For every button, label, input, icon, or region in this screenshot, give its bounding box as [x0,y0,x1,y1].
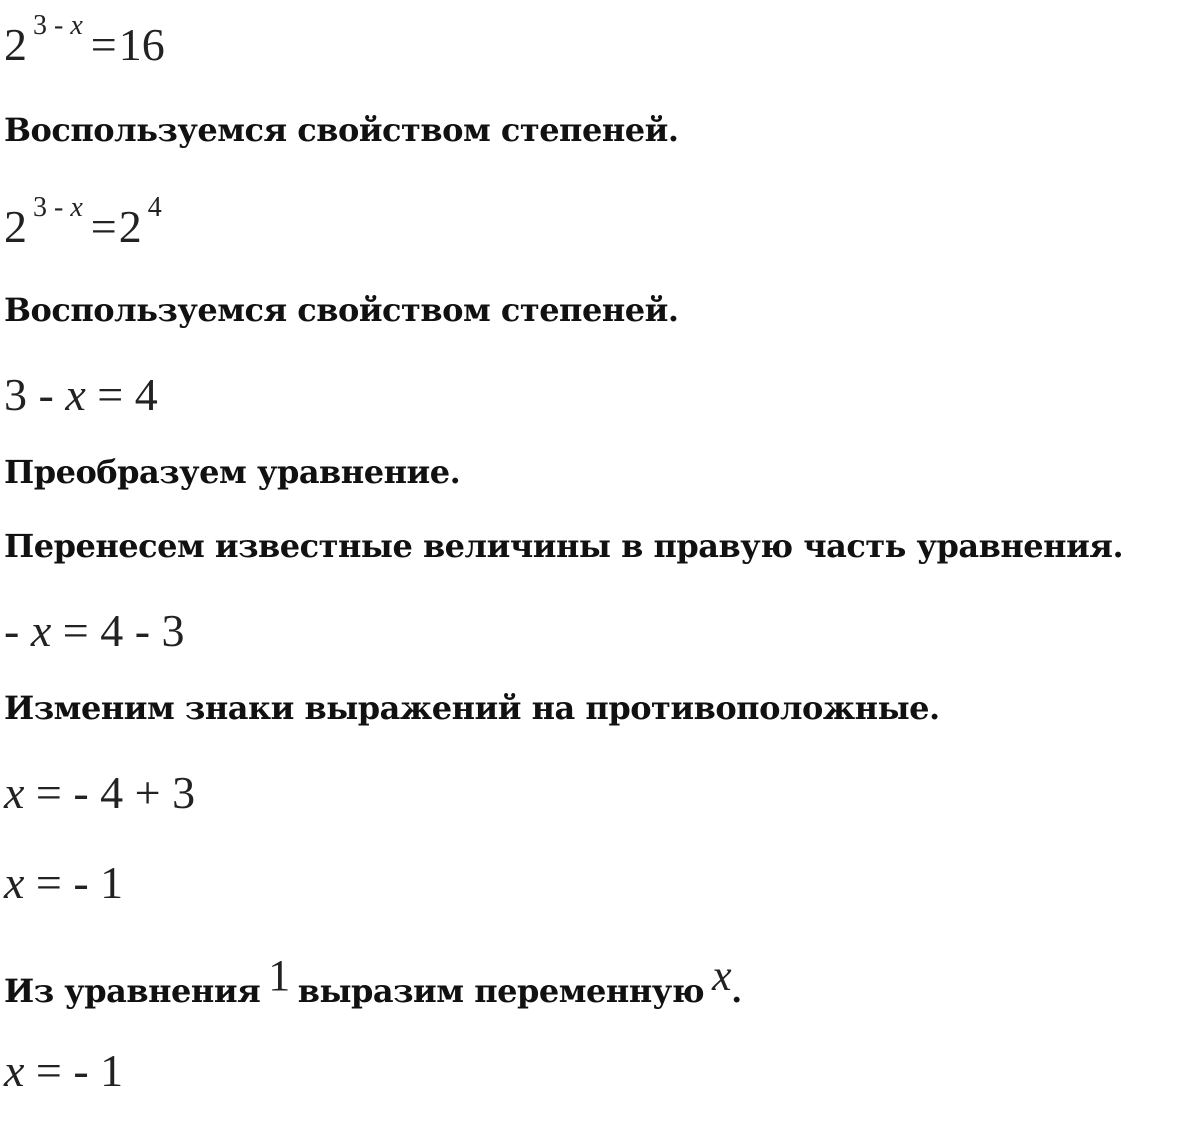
equation-6: x = - 1 [4,857,124,908]
exponent: 3 - x [33,10,83,41]
equation-number: 1 [268,951,290,1000]
rhs: 16 [118,19,165,70]
equation-5: x = - 4 + 3 [4,767,196,818]
answer-equation: x = - 1 [4,1045,124,1096]
final-period: . [731,972,742,1010]
equation-1: 2 $^{3 - x}$ =16 [4,10,165,70]
variable-x: x [712,951,732,1000]
rhs-exponent: 4 [147,192,162,223]
base: 2 [4,19,27,70]
explanation-3: Преобразуем уравнение. [4,453,461,491]
exponent: 3 - x [33,192,83,223]
equation-2: 2 $^{3 - x}$ =2 $^4$ [4,192,162,252]
rhs-base: 2 [118,201,142,252]
explanation-5: Изменим знаки выражений на противоположные. [4,689,940,727]
base: 2 [4,201,27,252]
explanation-1: Воспользуемся свойством степеней. [4,111,679,149]
explanation-2: Воспользуемся свойством степеней. [4,291,679,329]
equation-4: - x = 4 - 3 [4,605,185,656]
equation-3: 3 - x = 4 [4,369,158,420]
final-text-start: Из уравнения [4,972,261,1010]
final-text-middle: выразим переменную [297,972,705,1010]
explanation-4: Перенесем известные величины в правую часть уравнения. [4,527,1124,565]
final-explanation [4,951,742,1010]
